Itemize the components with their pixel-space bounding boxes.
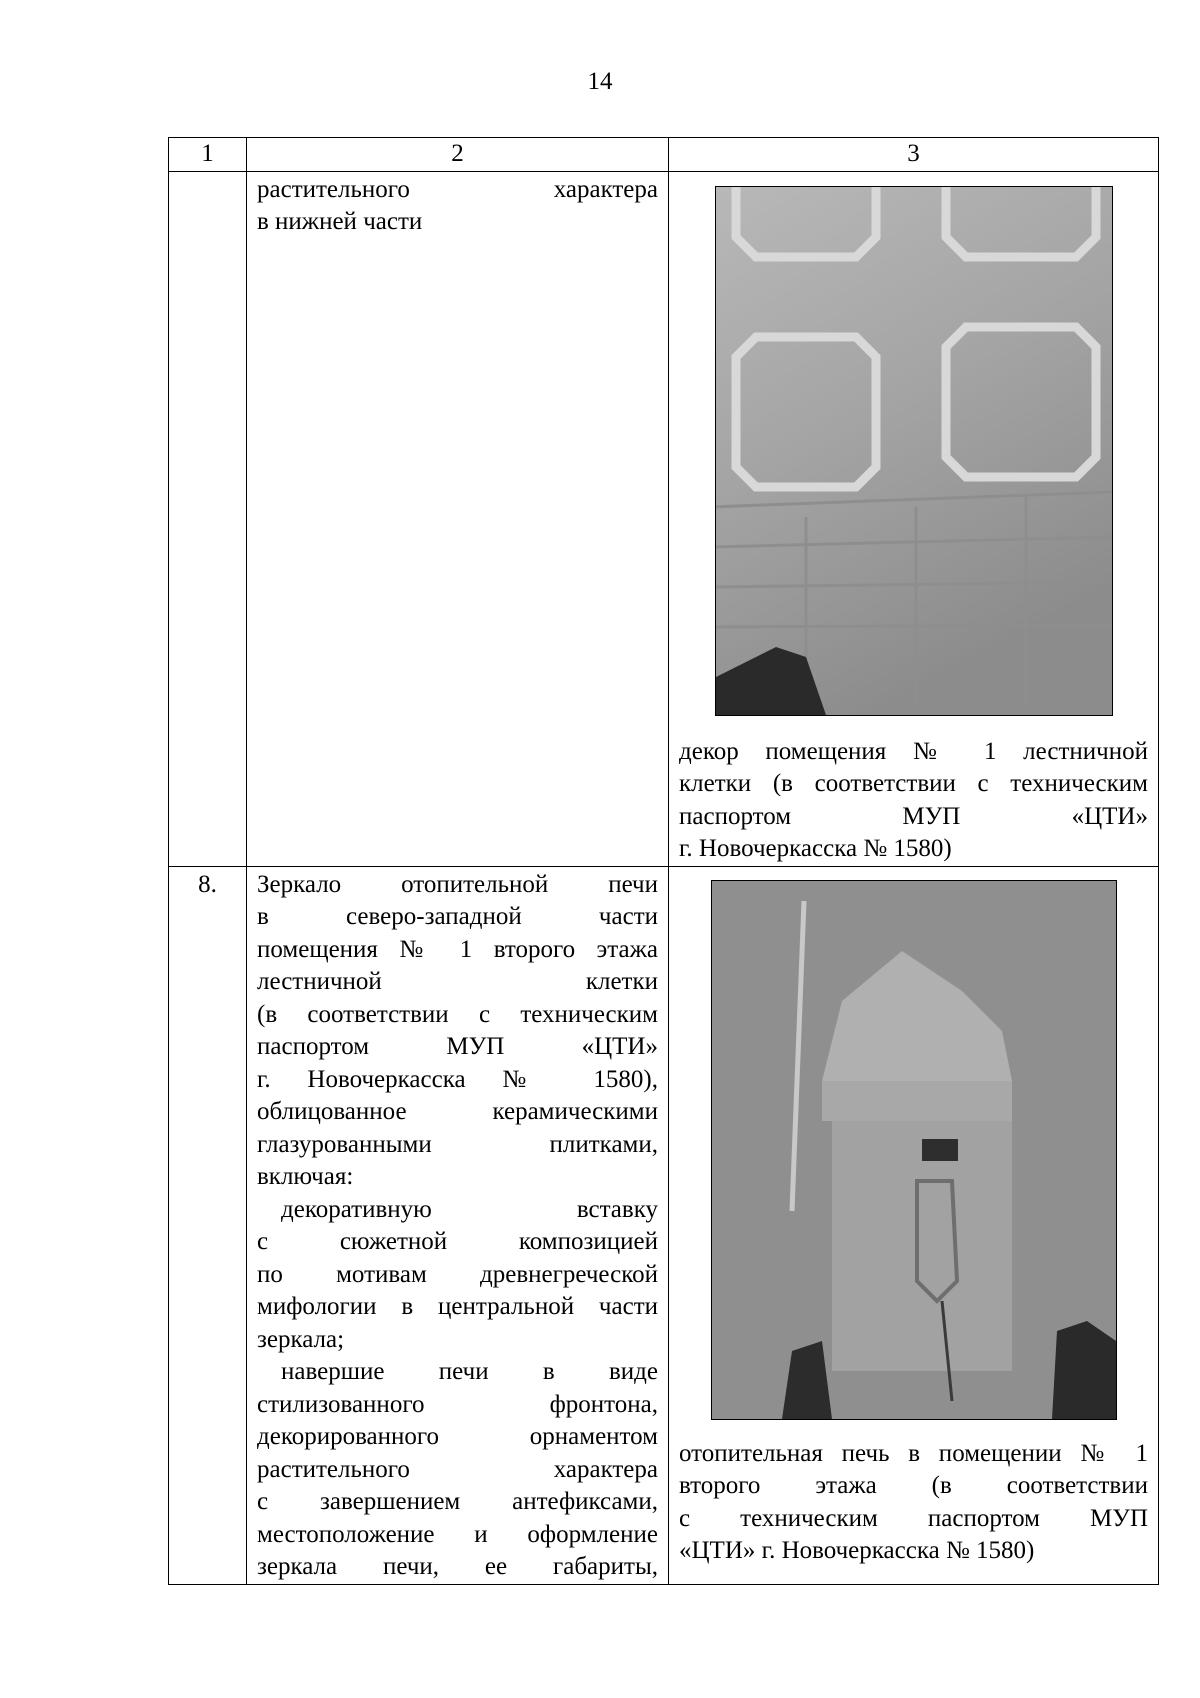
caption-line: «ЦТИ» г. Новочеркасска № 1580): [679, 1537, 1035, 1564]
photo-caption: [679, 1438, 1148, 1568]
description-line: декорированного орнаментом: [257, 1423, 658, 1450]
description-line: в нижней части: [257, 208, 423, 235]
table-row-8: [169, 866, 1159, 1584]
description-line: включая:: [257, 1163, 354, 1190]
description-line: Зеркало отопительной печи: [257, 870, 658, 898]
description-line: местоположение и оформление: [257, 1520, 658, 1548]
monument-table: [168, 137, 1159, 1585]
description-line: паспортом МУП «ЦТИ»: [257, 1033, 658, 1060]
description-line: стилизованного фронтона,: [257, 1390, 658, 1418]
caption-line: клетки (в соответствии с техническим: [679, 770, 1148, 797]
header-col-2: 2: [247, 138, 669, 172]
header-col-3: 3: [669, 138, 1159, 172]
caption-line: г. Новочеркасска № 1580): [679, 835, 952, 862]
photo-caption: [679, 736, 1148, 866]
description-line: зеркала печи, ее габариты,: [257, 1553, 658, 1580]
description-line: навершие печи в виде: [281, 1358, 658, 1385]
row-description: [247, 171, 669, 866]
stove-photo: [711, 880, 1117, 1420]
staircase-decor-photo: [715, 186, 1113, 716]
row-photo-cell: [669, 171, 1159, 866]
table-row-continued: [169, 171, 1159, 866]
description-line: по мотивам древнегреческой: [257, 1260, 658, 1288]
description-line: мифологии в центральной части: [257, 1293, 658, 1320]
header-col-1: 1: [169, 138, 247, 172]
description-line: декоративную вставку: [281, 1195, 658, 1223]
table-header-row: [169, 138, 1159, 172]
description-line: помещения № 1 второго этажа: [257, 935, 658, 963]
description-line: с сюжетной композицией: [257, 1228, 658, 1255]
description-line: лестничной клетки: [257, 968, 658, 995]
description-line: с завершением антефиксами,: [257, 1488, 658, 1515]
description-line: г. Новочеркасска № 1580),: [257, 1065, 658, 1093]
description-line: (в соответствии с техническим: [257, 1000, 658, 1028]
row-photo-cell: [669, 866, 1159, 1584]
caption-line: отопительная печь в помещении № 1: [679, 1439, 1148, 1467]
caption-line: декор помещения № 1 лестничной: [679, 737, 1148, 765]
row-description: [247, 866, 669, 1584]
description-line: в северо-западной части: [257, 903, 658, 930]
row-number: 8.: [169, 866, 247, 1584]
caption-line: с техническим паспортом МУП: [679, 1504, 1148, 1532]
description-line: растительного характера: [257, 175, 658, 203]
description-line: зеркала;: [257, 1325, 345, 1353]
description-line: глазурованными плитками,: [257, 1130, 658, 1158]
description-line: облицованное керамическими: [257, 1098, 658, 1125]
row-number: [169, 171, 247, 866]
caption-line: второго этажа (в соответствии: [679, 1472, 1148, 1499]
page-number: 14: [587, 68, 613, 95]
description-line: растительного характера: [257, 1455, 658, 1483]
caption-line: паспортом МУП «ЦТИ»: [679, 802, 1148, 830]
